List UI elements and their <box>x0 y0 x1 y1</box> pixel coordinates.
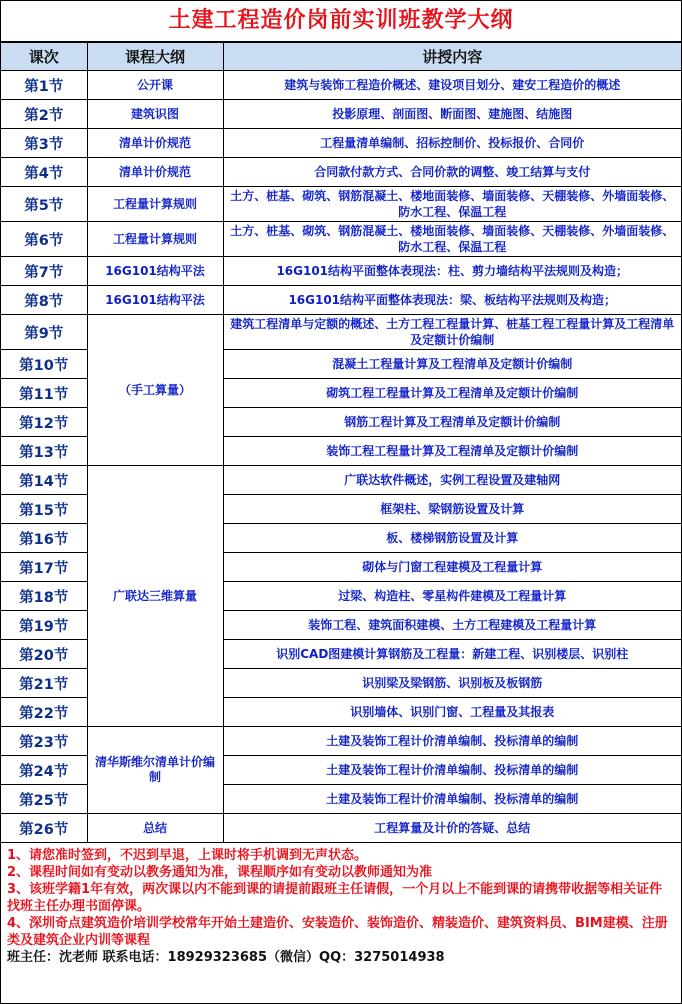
lesson-cell: 第5节 <box>1 187 87 222</box>
lesson-cell: 第16节 <box>1 524 87 553</box>
outline-cell: 清单计价规范 <box>87 129 223 158</box>
lesson-cell: 第17节 <box>1 553 87 582</box>
table-row <box>1 727 681 756</box>
lesson-cell: 第6节 <box>1 222 87 257</box>
lesson-cell: 第2节 <box>1 100 87 129</box>
header-outline: 课程大纲 <box>87 43 223 71</box>
lesson-cell: 第19节 <box>1 611 87 640</box>
lesson-cell: 第24节 <box>1 756 87 785</box>
outline-cell: 总结 <box>87 814 223 843</box>
lesson-cell: 第11节 <box>1 379 87 408</box>
content-cell: 工程量清单编制、招标控制价、投标报价、合同价 <box>223 129 681 158</box>
outline-cell: 16G101结构平法 <box>87 286 223 315</box>
outline-cell: 公开课 <box>87 71 223 100</box>
header-content: 讲授内容 <box>223 43 681 71</box>
note-item: 3、该班学籍1年有效，两次课以内不能到课的请提前跟班主任请假，一个月以上不能到课的请携带收据等相关证件找班主任办理书面停课。 <box>7 882 663 914</box>
table-row <box>1 286 681 315</box>
lesson-cell: 第26节 <box>1 814 87 843</box>
content-cell: 广联达软件概述，实例工程设置及建轴网 <box>223 466 681 495</box>
outline-cell: 16G101结构平法 <box>87 257 223 286</box>
content-cell: 土建及装饰工程计价清单编制、投标清单的编制 <box>223 756 681 785</box>
table-row <box>1 100 681 129</box>
content-cell: 土建及装饰工程计价清单编制、投标清单的编制 <box>223 727 681 756</box>
content-cell: 识别梁及梁钢筋、识别板及板钢筋 <box>223 669 681 698</box>
notes-section <box>1 843 681 966</box>
header-lesson: 课次 <box>1 43 87 71</box>
table-row <box>1 71 681 100</box>
content-cell: 钢筋工程计算及工程清单及定额计价编制 <box>223 408 681 437</box>
table-row <box>1 814 681 843</box>
content-cell: 16G101结构平面整体表现法：柱、剪力墙结构平法规则及构造； <box>223 257 681 286</box>
outline-cell: 清单计价规范 <box>87 158 223 187</box>
lesson-cell: 第7节 <box>1 257 87 286</box>
content-cell: 建筑与装饰工程造价概述、建设项目划分、建安工程造价的概述 <box>223 71 681 100</box>
content-cell: 识别墙体、识别门窗、工程量及其报表 <box>223 698 681 727</box>
content-cell: 砌体与门窗工程建模及工程量计算 <box>223 553 681 582</box>
table-row <box>1 129 681 158</box>
content-cell: 16G101结构平面整体表现法：梁、板结构平法规则及构造； <box>223 286 681 315</box>
lesson-cell: 第22节 <box>1 698 87 727</box>
note-item: 4、深圳奇点建筑造价培训学校常年开始土建造价、安装造价、装饰造价、精装造价、建筑资料员、BIM建模、注册类及建筑企业内训等课程 <box>7 916 668 948</box>
lesson-cell: 第14节 <box>1 466 87 495</box>
syllabus-table <box>1 42 681 843</box>
note-item: 1、请您准时签到，不迟到早退，上课时将手机调到无声状态。 <box>7 848 368 863</box>
lesson-cell: 第23节 <box>1 727 87 756</box>
content-cell: 建筑工程清单与定额的概述、土方工程工程量计算、桩基工程工程量计算及工程清单及定额计价编制 <box>223 315 681 350</box>
content-cell: 投影原理、剖面图、断面图、建施图、结施图 <box>223 100 681 129</box>
lesson-cell: 第3节 <box>1 129 87 158</box>
content-cell: 混凝土工程量计算及工程清单及定额计价编制 <box>223 350 681 379</box>
table-row <box>1 158 681 187</box>
table-row <box>1 222 681 257</box>
lesson-cell: 第9节 <box>1 315 87 350</box>
page-title: 土建工程造价岗前实训班教学大纲 <box>1 1 681 42</box>
content-cell: 框架柱、梁钢筋设置及计算 <box>223 495 681 524</box>
lesson-cell: 第20节 <box>1 640 87 669</box>
table-header-row <box>1 43 681 71</box>
content-cell: 过梁、构造柱、零星构件建模及工程量计算 <box>223 582 681 611</box>
content-cell: 砌筑工程工程量计算及工程清单及定额计价编制 <box>223 379 681 408</box>
outline-cell: 工程量计算规则 <box>87 187 223 222</box>
outline-cell-manual: （手工算量） <box>87 315 223 466</box>
lesson-cell: 第15节 <box>1 495 87 524</box>
lesson-cell: 第13节 <box>1 437 87 466</box>
table-row <box>1 257 681 286</box>
lesson-cell: 第10节 <box>1 350 87 379</box>
content-cell: 土方、桩基、砌筑、钢筋混凝土、楼地面装修、墙面装修、天棚装修、外墙面装修、防水工程、保温工程 <box>223 222 681 257</box>
content-cell: 装饰工程工程量计算及工程清单及定额计价编制 <box>223 437 681 466</box>
content-cell: 合同款付款方式、合同价款的调整、竣工结算与支付 <box>223 158 681 187</box>
table-row <box>1 466 681 495</box>
content-cell: 板、楼梯钢筋设置及计算 <box>223 524 681 553</box>
note-item: 2、课程时间如有变动以教务通知为准，课程顺序如有变动以教师通知为准 <box>7 865 433 880</box>
lesson-cell: 第18节 <box>1 582 87 611</box>
outline-cell: 建筑识图 <box>87 100 223 129</box>
content-cell: 识别CAD图建模计算钢筋及工程量：新建工程、识别楼层、识别柱 <box>223 640 681 669</box>
content-cell: 工程算量及计价的答疑、总结 <box>223 814 681 843</box>
lesson-cell: 第25节 <box>1 785 87 814</box>
content-cell: 土方、桩基、砌筑、钢筋混凝土、楼地面装修、墙面装修、天棚装修、外墙面装修、防水工程、保温工程 <box>223 187 681 222</box>
lesson-cell: 第4节 <box>1 158 87 187</box>
lesson-cell: 第12节 <box>1 408 87 437</box>
outline-cell-glodon: 广联达三维算量 <box>87 466 223 727</box>
contact-line: 班主任：沈老师 联系电话：18929323685（微信）QQ：3275014938 <box>7 950 445 965</box>
lesson-cell: 第21节 <box>1 669 87 698</box>
table-row <box>1 315 681 350</box>
lesson-cell: 第1节 <box>1 71 87 100</box>
lesson-cell: 第8节 <box>1 286 87 315</box>
content-cell: 土建及装饰工程计价清单编制、投标清单的编制 <box>223 785 681 814</box>
outline-cell: 工程量计算规则 <box>87 222 223 257</box>
outline-cell-tsinghua: 清华斯维尔清单计价编制 <box>87 727 223 814</box>
table-row <box>1 187 681 222</box>
content-cell: 装饰工程、建筑面积建模、土方工程建模及工程量计算 <box>223 611 681 640</box>
